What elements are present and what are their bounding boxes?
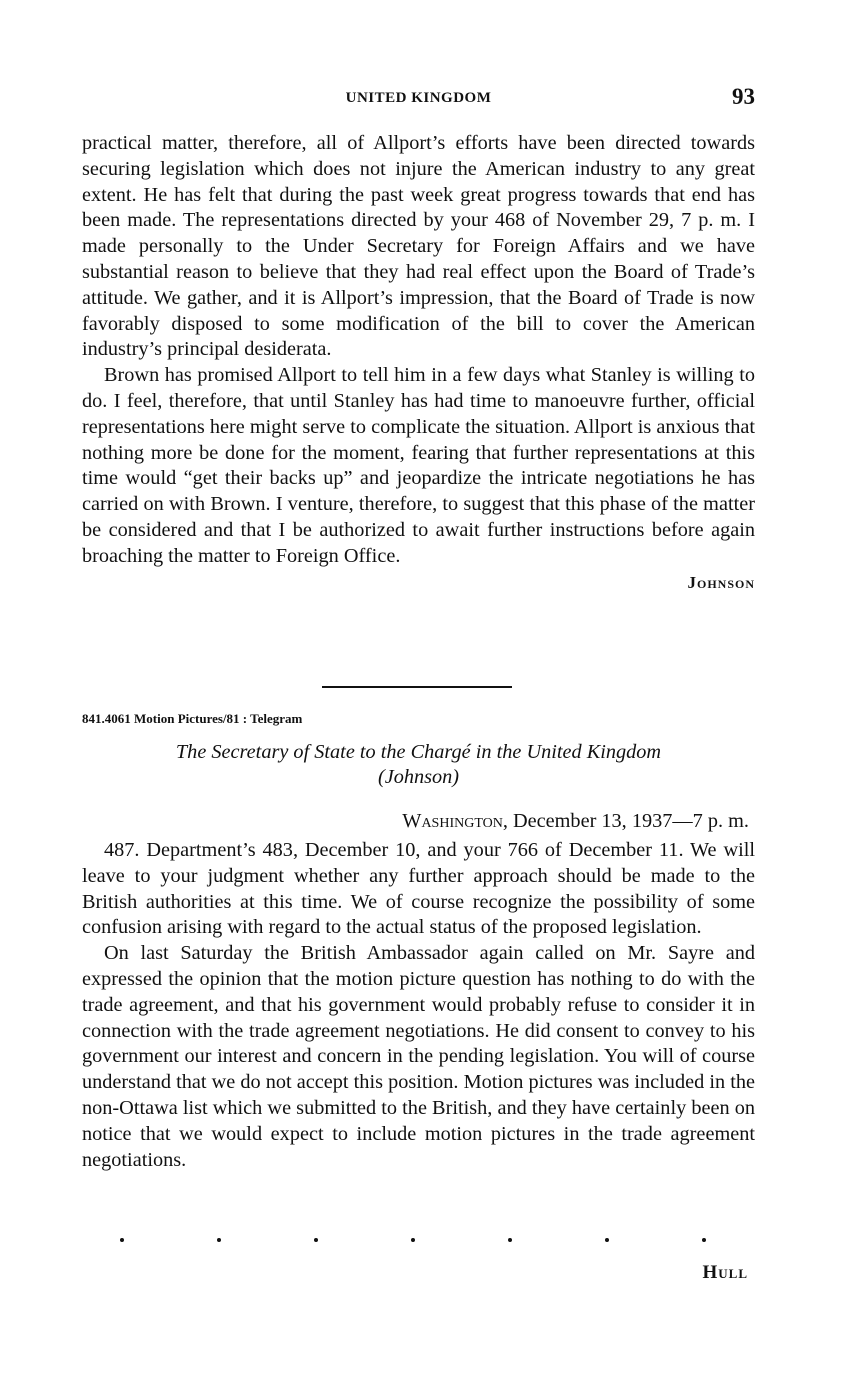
section-1-body [82,131,755,595]
ellipsis-dot [217,1238,221,1242]
filing-reference: 841.4061 Motion Pictures/81 : Telegram [82,711,303,726]
section-divider [322,686,512,688]
signature-johnson: Johnson [687,572,755,592]
dateline-date: , December 13, 1937—7 p. m. [502,810,749,832]
document-title-line-2: (Johnson) [377,766,460,788]
section-2-paragraph-1: 487. Department’s 483, December 10, and your 766 of December 11. We will leave to your judgment whether any further approach should be made to the British authorities at this time. We of course recognize the possibility of some confusion arising with regard to the actual status of the proposed legislation. [82,839,755,939]
section-1-paragraph-2: Brown has promised Allport to tell him in a few days what Stanley is willing to do. I feel, therefore, that until Stanley has had time to manoeuvre further, official representations here might serve to complicate the situation. Allport is anxious that nothing more be done for the moment, fearing that further representations at this time would “get their backs up” and jeopardize the intricate negotiations he has carried on with Brown. I venture, therefore, to suggest that this phase of the matter be considered and that I be authorized to await further instructions before again broaching the matter to Foreign Office. [82,364,755,567]
ellipsis-dot [120,1238,124,1242]
dateline-place: Washington [402,810,503,832]
section-2-paragraph-2: On last Saturday the British Ambassador again called on Mr. Sayre and expressed the opinion that the motion picture question has nothing to do with the trade agreement, and that his government would probably refuse to consider it in connection with the trade agreement negotiations. He did consent to convey to his government our interest and concern in the pending legislation. You will of course understand that we do not accept this position. Motion pictures was included in the non-Ottawa list which we submitted to the British, and they have certainly been on notice that we would expect to include motion pictures in the trade agreement negotiations. [82,942,755,1171]
ellipsis-dot [508,1238,512,1242]
document-title-line-1: The Secretary of State to the Chargé in the United Kingdom [175,741,662,763]
signature-hull: Hull [702,1262,748,1283]
ellipsis-dot [702,1238,706,1242]
page-header [82,86,755,116]
running-head: UNITED KINGDOM [345,90,492,106]
ellipsis-row [82,1230,755,1256]
section-2-body [82,838,755,1173]
dateline [82,810,749,833]
document-title [82,740,755,790]
page-number: 93 [732,84,755,109]
ellipsis-dot [314,1238,318,1242]
ellipsis-dot [411,1238,415,1242]
section-1-paragraph-1: practical matter, therefore, all of Allport’s efforts have been directed towards securing legislation which does not injure the American industry to any great extent. He has felt that during the past week great progress towards that end has been made. The representations directed by your 468 of November 29, 7 p. m. I made personally to the Under Secretary for Foreign Affairs and we have substantial reason to believe that they had real effect upon the Board of Trade’s attitude. We gather, and it is Allport’s impression, that the Board of Trade is now favorably disposed to some modification of the bill to cover the American industry’s principal desiderata. [82,132,755,361]
ellipsis-dot [605,1238,609,1242]
